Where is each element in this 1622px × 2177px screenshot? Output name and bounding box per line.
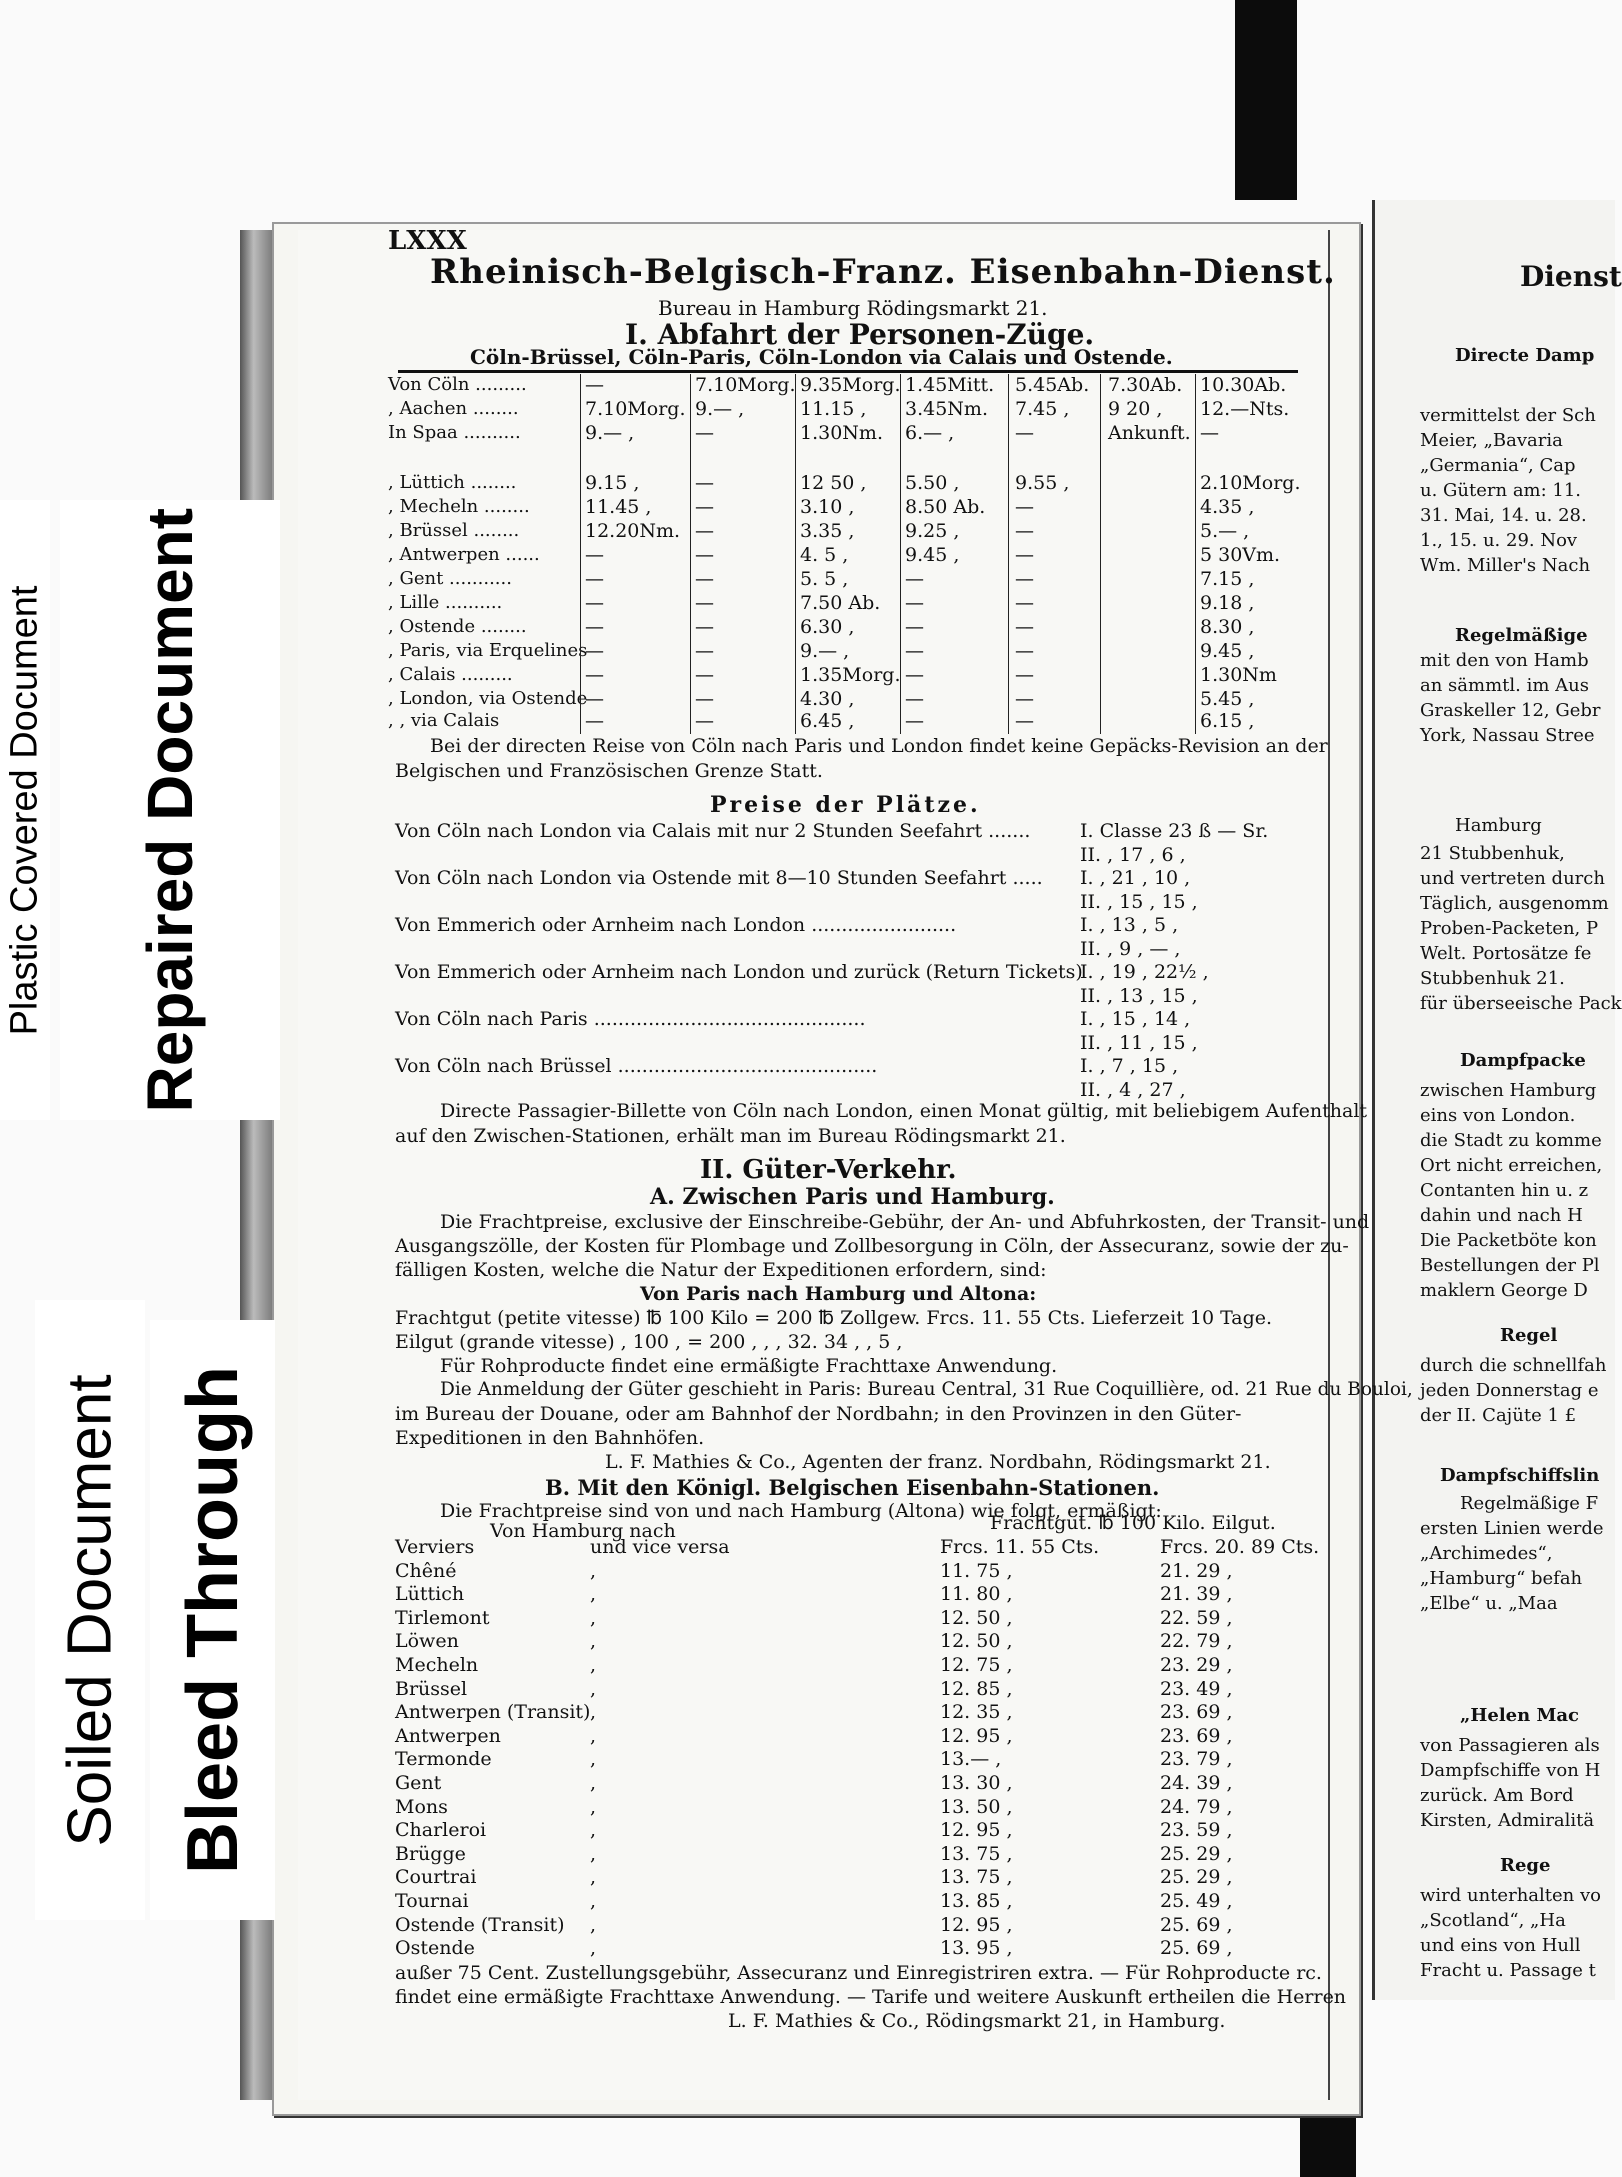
timetable-column-rule xyxy=(1008,374,1009,734)
timetable-cell: — xyxy=(1200,422,1219,444)
price-value: II. , 17 , 6 , xyxy=(1080,843,1186,866)
facing-page-line: Kirsten, Admiralitä xyxy=(1420,1810,1595,1831)
facing-page-line: eins von London. xyxy=(1420,1105,1576,1126)
timetable-cell: 7.50 Ab. xyxy=(800,592,881,614)
timetable-cell: 7.10Morg. xyxy=(695,374,796,396)
timetable-cell: 10.30Ab. xyxy=(1200,374,1287,396)
timetable-cell: — xyxy=(695,496,714,518)
label-soiled: Soiled Document xyxy=(35,1300,145,1920)
timetable-cell: — xyxy=(585,616,604,638)
facing-page-line: und eins von Hull xyxy=(1420,1935,1581,1956)
freight-rate: 13. 75 , xyxy=(940,1842,1013,1865)
freight-station: Brügge xyxy=(395,1842,466,1865)
label-bleed-through: Bleed Through xyxy=(150,1320,275,1920)
timetable-station: , Ostende ........ xyxy=(388,616,527,637)
express-rate: 25. 29 , xyxy=(1160,1866,1233,1889)
express-rate: 25. 69 , xyxy=(1160,1913,1233,1936)
facing-page-line: „Helen Mac xyxy=(1460,1705,1580,1726)
facing-page-line: Täglich, ausgenomm xyxy=(1420,893,1609,914)
facing-page-line: zwischen Hamburg xyxy=(1420,1080,1597,1101)
express-rate: 23. 29 , xyxy=(1160,1654,1233,1676)
price-value: I. , 7 , 15 , xyxy=(1080,1055,1179,1077)
timetable-cell: 1.35Morg. xyxy=(800,664,901,686)
timetable-cell: 4. 5 , xyxy=(800,544,849,566)
price-route: Von Emmerich oder Arnheim nach London und zurück (Return Tickets) xyxy=(395,961,1083,983)
facing-page-line: „Elbe“ u. „Maa xyxy=(1420,1593,1558,1614)
price-value: I. , 15 , 14 , xyxy=(1080,1008,1191,1030)
timetable-cell: — xyxy=(905,688,924,710)
footer-3: L. F. Mathies & Co., Rödingsmarkt 21, in Hamburg. xyxy=(728,2010,1226,2032)
timetable-cell: — xyxy=(585,568,604,590)
timetable-cell: 5.50 , xyxy=(905,472,960,494)
price-value: I. , 13 , 5 , xyxy=(1080,914,1179,936)
direct-tickets-1: Directe Passagier-Billette von Cöln nach London, einen Monat gültig, mit beliebigem Aufenthalt xyxy=(440,1100,1368,1122)
footer-2: findet eine ermäßigte Frachttaxe Anwendung. — Tarife und weitere Auskunft ertheilen die Herren xyxy=(395,1986,1347,2008)
freight-station: Tournai xyxy=(395,1890,469,1912)
freight-direction: , xyxy=(590,1795,597,1818)
freight-station: Antwerpen (Transit) xyxy=(395,1701,591,1724)
timetable-station: , Mecheln ........ xyxy=(388,496,530,517)
timetable-cell: — xyxy=(585,544,604,566)
timetable-cell: — xyxy=(585,664,604,686)
timetable-cell: 9.55 , xyxy=(1015,472,1070,494)
page-number: LXXX xyxy=(388,226,467,256)
freight-rate: 12. 75 , xyxy=(940,1654,1013,1676)
timetable-cell: — xyxy=(905,616,924,638)
freight-rate: 12. 85 , xyxy=(940,1677,1013,1700)
freight-direction: , xyxy=(590,1701,597,1724)
price-value: II. , 9 , — , xyxy=(1080,937,1181,960)
timetable-cell: — xyxy=(1015,520,1034,542)
express-rate: 21. 39 , xyxy=(1160,1583,1233,1606)
timetable-cell: — xyxy=(1015,640,1034,662)
facing-page-line: Dienst xyxy=(1520,260,1622,293)
freight-station: Ostende (Transit) xyxy=(395,1913,565,1936)
facing-page-line: 31. Mai, 14. u. 28. xyxy=(1420,505,1587,526)
facing-page-line: Bestellungen der Pl xyxy=(1420,1255,1600,1276)
note-1: Bei der directen Reise von Cöln nach Paris und London findet keine Gepäcks-Revision an der xyxy=(430,735,1328,757)
timetable-cell: — xyxy=(905,640,924,662)
timetable-cell: — xyxy=(1015,664,1034,686)
freight-direction: , xyxy=(590,1937,597,1960)
timetable-cell: — xyxy=(695,544,714,566)
facing-page-line: Dampfschiffslin xyxy=(1440,1465,1600,1486)
freight-station: Verviers xyxy=(395,1536,475,1558)
freight-station: Ostende xyxy=(395,1937,475,1960)
facing-page-line: u. Gütern am: 11. xyxy=(1420,480,1582,501)
timetable-cell: — xyxy=(695,592,714,614)
timetable-cell: — xyxy=(695,568,714,590)
express-rate: 25. 29 , xyxy=(1160,1842,1233,1865)
express-rate: 25. 49 , xyxy=(1160,1890,1233,1912)
a-line-2: Ausgangszölle, der Kosten für Plombage und Zollbesorgung in Cöln, der Assecuranz, sowie der zu- xyxy=(395,1235,1349,1257)
facing-page-line: „Hamburg“ befah xyxy=(1420,1568,1583,1589)
timetable-cell: 9.— , xyxy=(800,640,850,662)
price-value: I. Classe 23 ß — Sr. xyxy=(1080,820,1269,842)
freight-rate: 13.— , xyxy=(940,1748,1002,1771)
timetable-cell: 7.45 , xyxy=(1015,398,1070,420)
express-rate: Frcs. 20. 89 Cts. xyxy=(1160,1536,1320,1558)
freight-rate: 12. 95 , xyxy=(940,1819,1013,1842)
timetable-cell: 9.35Morg. xyxy=(800,374,901,396)
note-1b: Belgischen und Französischen Grenze Statt. xyxy=(395,760,823,782)
freight-rate: 12. 50 , xyxy=(940,1606,1013,1629)
timetable-column-rule xyxy=(690,374,691,734)
a-line-1: Die Frachtpreise, exclusive der Einschreibe-Gebühr, der An- und Abfuhrkosten, der Transit- und xyxy=(440,1211,1370,1233)
timetable-cell: 9.— , xyxy=(695,398,745,420)
facing-page-line: 1., 15. u. 29. Nov xyxy=(1420,530,1578,551)
facing-page-line: dahin und nach H xyxy=(1420,1205,1583,1226)
timetable-column-rule xyxy=(795,374,796,734)
timetable-cell: 9.— , xyxy=(585,422,635,444)
facing-page-line: von Passagieren als xyxy=(1420,1735,1600,1756)
freight-rate: 12. 95 , xyxy=(940,1913,1013,1936)
timetable-cell: 1.45Mitt. xyxy=(905,374,995,396)
facing-page-line: „Germania“, Cap xyxy=(1420,455,1576,476)
timetable-cell: — xyxy=(905,664,924,686)
timetable-cell: 7.15 , xyxy=(1200,568,1255,590)
prices-title: Preise der Plätze. xyxy=(710,792,981,818)
price-route: Von Emmerich oder Arnheim nach London ........................ xyxy=(395,914,957,936)
timetable-cell: — xyxy=(695,472,714,494)
freight-direction: , xyxy=(590,1559,597,1582)
timetable-cell: — xyxy=(695,688,714,710)
timetable-cell: — xyxy=(585,688,604,710)
timetable-station: , Aachen ........ xyxy=(388,398,519,419)
a-line-4: Von Paris nach Hamburg und Altona: xyxy=(640,1283,1037,1305)
facing-page-line: „Scotland“, „Ha xyxy=(1420,1910,1566,1931)
freight-station: Gent xyxy=(395,1772,442,1794)
label-repaired: Repaired Document xyxy=(60,500,280,1120)
timetable-cell: 9 20 , xyxy=(1108,398,1163,420)
timetable-cell: — xyxy=(585,374,604,396)
timetable-station: , , via Calais xyxy=(388,710,500,731)
timetable-cell: — xyxy=(585,640,604,662)
facing-page-line: Wm. Miller's Nach xyxy=(1420,555,1591,576)
timetable-station: , Gent ........... xyxy=(388,568,512,589)
timetable-cell: 12 50 , xyxy=(800,472,867,494)
freight-direction: , xyxy=(590,1630,597,1653)
timetable-cell: Ankunft. xyxy=(1108,422,1191,444)
timetable-cell: 5.— , xyxy=(1200,520,1250,542)
freight-station: Brüssel xyxy=(395,1677,468,1700)
b-line-3: Frachtgut. ℔ 100 Kilo. Eilgut. xyxy=(990,1512,1276,1534)
freight-rate: Frcs. 11. 55 Cts. xyxy=(940,1536,1100,1558)
facing-page-line: Welt. Portosätze fe xyxy=(1420,943,1592,964)
facing-page-line: 21 Stubbenhuk, xyxy=(1420,843,1565,864)
header-rule xyxy=(398,370,1298,373)
freight-direction: , xyxy=(590,1890,597,1912)
b-line-2: Von Hamburg nach xyxy=(490,1520,676,1542)
facing-page-line: mit den von Hamb xyxy=(1420,650,1589,671)
express-rate: 22. 79 , xyxy=(1160,1630,1233,1653)
freight-rate: 11. 75 , xyxy=(940,1559,1013,1582)
a-line-5: Frachtgut (petite vitesse) ℔ 100 Kilo = 200 ℔ Zollgew. Frcs. 11. 55 Cts. Lieferzeit 10 Tage. xyxy=(395,1307,1273,1329)
price-value: I. , 19 , 22½ , xyxy=(1080,961,1209,983)
price-route: Von Cöln nach Brüssel ........................................... xyxy=(395,1055,878,1077)
timetable-cell: — xyxy=(905,568,924,590)
timetable-station: , London, via Ostende xyxy=(388,688,588,709)
express-rate: 23. 59 , xyxy=(1160,1819,1233,1842)
timetable-cell: 5.45Ab. xyxy=(1015,374,1090,396)
timetable-column-rule xyxy=(1100,374,1101,734)
a-line-8: Die Anmeldung der Güter geschieht in Paris: Bureau Central, 31 Rue Coquillière, od. 21 Rue du Bouloi, xyxy=(440,1379,1413,1400)
timetable-cell: — xyxy=(695,422,714,444)
timetable-cell: 5.45 , xyxy=(1200,688,1255,710)
price-value: II. , 11 , 15 , xyxy=(1080,1031,1198,1054)
timetable-station: , Brüssel ........ xyxy=(388,520,520,541)
freight-direction: , xyxy=(590,1842,597,1865)
timetable-cell: 8.50 Ab. xyxy=(905,496,986,518)
facing-page-line: Dampfschiffe von H xyxy=(1420,1760,1601,1781)
freight-rate: 12. 35 , xyxy=(940,1701,1013,1724)
timetable-station: In Spaa .......... xyxy=(388,422,521,443)
timetable-cell: 4.35 , xyxy=(1200,496,1255,518)
express-rate: 24. 79 , xyxy=(1160,1795,1233,1818)
a-line-10: Expeditionen in den Bahnhöfen. xyxy=(395,1427,705,1449)
timetable-cell: — xyxy=(695,710,714,732)
facing-page-line: ersten Linien werde xyxy=(1420,1518,1604,1539)
timetable-cell: — xyxy=(695,520,714,542)
timetable-cell: 1.30Nm xyxy=(1200,664,1277,686)
a-line-7: Für Rohproducte findet eine ermäßigte Frachttaxe Anwendung. xyxy=(440,1355,1058,1377)
freight-direction: , xyxy=(590,1913,597,1936)
timetable-cell: — xyxy=(695,664,714,686)
timetable-cell: — xyxy=(585,710,604,732)
timetable-cell: — xyxy=(1015,688,1034,710)
timetable-column-rule xyxy=(900,374,901,734)
label-plastic-covered: Plastic Covered Document xyxy=(0,500,50,1120)
freight-rate: 13. 75 , xyxy=(940,1866,1013,1889)
price-value: II. , 13 , 15 , xyxy=(1080,984,1198,1007)
express-rate: 23. 69 , xyxy=(1160,1724,1233,1747)
freight-station: Mecheln xyxy=(395,1654,479,1676)
facing-page-line: Regelmäßige F xyxy=(1460,1493,1599,1514)
facing-page-line: maklern George D xyxy=(1420,1280,1588,1301)
facing-page-line: der II. Cajüte 1 £ xyxy=(1420,1405,1577,1426)
express-rate: 25. 69 , xyxy=(1160,1937,1233,1960)
timetable-cell: — xyxy=(1015,616,1034,638)
freight-rate: 12. 95 , xyxy=(940,1724,1013,1747)
facing-page-line: Contanten hin u. z xyxy=(1420,1180,1589,1201)
a-line-3: fälligen Kosten, welche die Natur der Expeditionen erfordern, sind: xyxy=(395,1259,1047,1281)
facing-page-line: York, Nassau Stree xyxy=(1420,725,1595,746)
facing-page-line: Fracht u. Passage t xyxy=(1420,1960,1596,1981)
price-value: II. , 15 , 15 , xyxy=(1080,890,1198,913)
freight-direction: , xyxy=(590,1772,597,1794)
facing-page-line: die Stadt zu komme xyxy=(1420,1130,1602,1151)
facing-page-line: Directe Damp xyxy=(1455,345,1595,366)
timetable-cell: 11.45 , xyxy=(585,496,652,518)
facing-page-line: zurück. Am Bord xyxy=(1420,1785,1574,1806)
timetable-cell: 4.30 , xyxy=(800,688,855,710)
timetable-cell: 12.20Nm. xyxy=(585,520,681,542)
freight-station: Lüttich xyxy=(395,1583,465,1606)
freight-direction: , xyxy=(590,1819,597,1842)
facing-page-line: und vertreten durch xyxy=(1420,868,1605,889)
timetable-cell: 3.10 , xyxy=(800,496,855,518)
freight-rate: 13. 30 , xyxy=(940,1772,1013,1794)
timetable-cell: 11.15 , xyxy=(800,398,867,420)
freight-direction: , xyxy=(590,1677,597,1700)
routes-line: Cöln-Brüssel, Cöln-Paris, Cöln-London via Calais und Ostende. xyxy=(470,345,1173,369)
price-route: Von Cöln nach Paris ............................................. xyxy=(395,1008,866,1030)
facing-page-line: Meier, „Bavaria xyxy=(1420,430,1563,451)
section-b-title: B. Mit den Königl. Belgischen Eisenbahn-Stationen. xyxy=(545,1475,1160,1500)
freight-direction: und vice versa xyxy=(590,1536,730,1558)
facing-page-line: „Archimedes“, xyxy=(1420,1543,1553,1564)
freight-direction: , xyxy=(590,1583,597,1606)
freight-station: Termonde xyxy=(395,1748,492,1771)
timetable-station: , Antwerpen ...... xyxy=(388,544,540,565)
timetable-cell: 9.45 , xyxy=(905,544,960,566)
facing-page-line: Stubbenhuk 21. xyxy=(1420,968,1565,989)
timetable-station: Von Cöln ......... xyxy=(388,374,527,395)
facing-page-line: Regel xyxy=(1500,1325,1558,1346)
b-line-1: Die Frachtpreise sind von und nach Hamburg (Altona) wie folgt, ermäßigt: xyxy=(440,1500,1162,1522)
footer-1: außer 75 Cent. Zustellungsgebühr, Assecuranz und Einregistriren extra. — Für Rohproducte rc. xyxy=(395,1962,1322,1984)
section-1-title: I. Abfahrt der Personen-Züge. xyxy=(625,318,1095,351)
facing-page-line: Regelmäßige xyxy=(1455,625,1588,646)
price-route: Von Cöln nach London via Calais mit nur 2 Stunden Seefahrt ....... xyxy=(395,820,1031,842)
a-line-9: im Bureau der Douane, oder am Bahnhof der Nordbahn; in den Provinzen in den Güter- xyxy=(395,1403,1242,1425)
price-value: I. , 21 , 10 , xyxy=(1080,867,1191,889)
timetable-cell: — xyxy=(1015,568,1034,590)
direct-tickets-2: auf den Zwischen-Stationen, erhält man im Bureau Rödingsmarkt 21. xyxy=(395,1125,1066,1147)
section-2-title: II. Güter-Verkehr. xyxy=(700,1155,957,1185)
facing-page-line: für überseeische Pack xyxy=(1420,993,1622,1014)
freight-direction: , xyxy=(590,1606,597,1629)
a-line-11: L. F. Mathies & Co., Agenten der franz. Nordbahn, Rödingsmarkt 21. xyxy=(605,1451,1271,1473)
dark-tab-top xyxy=(1235,0,1297,200)
timetable-station: , Paris, via Erquelines xyxy=(388,640,588,661)
timetable-cell: — xyxy=(695,616,714,638)
express-rate: 22. 59 , xyxy=(1160,1606,1233,1629)
timetable-cell: 9.15 , xyxy=(585,472,640,494)
bureau-line: Bureau in Hamburg Rödingsmarkt 21. xyxy=(658,296,1048,320)
facing-page-line: Die Packetböte kon xyxy=(1420,1230,1597,1251)
timetable-column-rule xyxy=(580,374,581,734)
facing-page-line: Proben-Packeten, P xyxy=(1420,918,1599,939)
timetable-column-rule xyxy=(1195,374,1196,734)
timetable-cell: 9.45 , xyxy=(1200,640,1255,662)
freight-direction: , xyxy=(590,1724,597,1747)
freight-rate: 13. 95 , xyxy=(940,1937,1013,1960)
facing-page-line: Graskeller 12, Gebr xyxy=(1420,700,1601,721)
timetable-cell: — xyxy=(1015,592,1034,614)
timetable-cell: 1.30Nm. xyxy=(800,422,883,444)
freight-rate: 12. 50 , xyxy=(940,1630,1013,1653)
timetable-cell: 3.45Nm. xyxy=(905,398,988,420)
timetable-cell: — xyxy=(695,640,714,662)
timetable-cell: 6.15 , xyxy=(1200,710,1255,732)
facing-page-line: vermittelst der Sch xyxy=(1420,405,1596,426)
section-a-title: A. Zwischen Paris und Hamburg. xyxy=(650,1184,1055,1210)
timetable-cell: 5. 5 , xyxy=(800,568,849,590)
timetable-cell: 9.18 , xyxy=(1200,592,1255,614)
price-value: II. , 4 , 27 , xyxy=(1080,1078,1186,1101)
timetable-cell: — xyxy=(1015,496,1034,518)
timetable-station: , Calais ......... xyxy=(388,664,513,685)
express-rate: 23. 49 , xyxy=(1160,1677,1233,1700)
freight-station: Mons xyxy=(395,1795,448,1818)
facing-page-line: Hamburg xyxy=(1455,815,1542,836)
timetable-cell: — xyxy=(585,592,604,614)
facing-page-line: wird unterhalten vo xyxy=(1420,1885,1601,1906)
timetable-station: , Lille .......... xyxy=(388,592,503,613)
facing-page-line: an sämmtl. im Aus xyxy=(1420,675,1589,696)
timetable-station: , Lüttich ........ xyxy=(388,472,517,493)
freight-direction: , xyxy=(590,1866,597,1889)
facing-page-line: jeden Donnerstag e xyxy=(1420,1380,1599,1401)
express-rate: 21. 29 , xyxy=(1160,1559,1233,1582)
express-rate: 23. 69 , xyxy=(1160,1701,1233,1724)
timetable-cell: 6.— , xyxy=(905,422,955,444)
facing-page-line: Rege xyxy=(1500,1855,1551,1876)
facing-page-line: Dampfpacke xyxy=(1460,1050,1586,1071)
freight-direction: , xyxy=(590,1748,597,1771)
freight-station: Tirlemont xyxy=(395,1606,490,1629)
timetable-cell: 8.30 , xyxy=(1200,616,1255,638)
freight-direction: , xyxy=(590,1654,597,1676)
timetable-cell: 12.—Nts. xyxy=(1200,398,1290,420)
timetable-cell: 7.10Morg. xyxy=(585,398,686,420)
freight-rate: 13. 85 , xyxy=(940,1890,1013,1912)
timetable-cell: 6.45 , xyxy=(800,710,855,732)
express-rate: 23. 79 , xyxy=(1160,1748,1233,1771)
timetable-cell: 3.35 , xyxy=(800,520,855,542)
timetable-cell: 2.10Morg. xyxy=(1200,472,1301,494)
page-title: Rheinisch-Belgisch-Franz. Eisenbahn-Dienst. xyxy=(430,252,1336,292)
freight-station: Löwen xyxy=(395,1630,459,1653)
freight-rate: 11. 80 , xyxy=(940,1583,1013,1606)
a-line-6: Eilgut (grande vitesse) , 100 , = 200 , , , 32. 34 , , 5 , xyxy=(395,1331,903,1353)
express-rate: 24. 39 , xyxy=(1160,1772,1233,1794)
freight-station: Charleroi xyxy=(395,1819,487,1842)
timetable-cell: — xyxy=(905,710,924,732)
timetable-cell: — xyxy=(1015,422,1034,444)
timetable-cell: 6.30 , xyxy=(800,616,855,638)
timetable-cell: 7.30Ab. xyxy=(1108,374,1183,396)
timetable-cell: 9.25 , xyxy=(905,520,960,542)
price-route: Von Cöln nach London via Ostende mit 8—10 Stunden Seefahrt ..... xyxy=(395,867,1043,889)
freight-rate: 13. 50 , xyxy=(940,1795,1013,1818)
freight-station: Courtrai xyxy=(395,1866,477,1889)
freight-station: Antwerpen xyxy=(395,1724,501,1747)
facing-page-line: Ort nicht erreichen, xyxy=(1420,1155,1603,1176)
timetable-cell: — xyxy=(1015,710,1034,732)
facing-page-line: durch die schnellfah xyxy=(1420,1355,1607,1376)
timetable-cell: — xyxy=(905,592,924,614)
timetable-cell: 5 30Vm. xyxy=(1200,544,1281,566)
freight-station: Chêné xyxy=(395,1559,457,1582)
timetable-cell: — xyxy=(1015,544,1034,566)
